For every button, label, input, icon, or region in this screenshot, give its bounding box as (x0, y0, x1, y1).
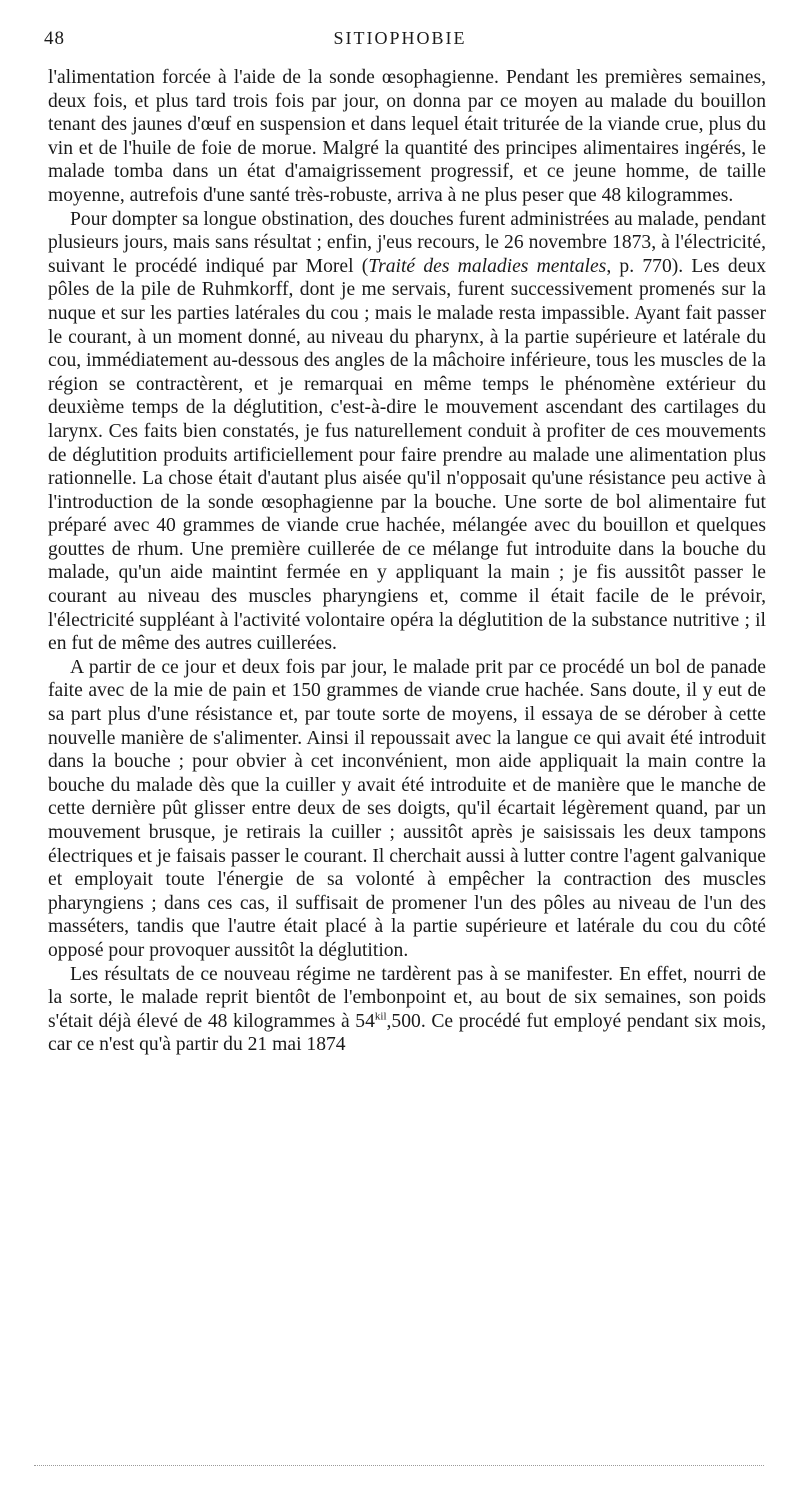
paragraph-4-text-b: ,500. Ce procédé fut employé pendant six mois, car ce n'est qu'à partir du 21 mai 1874 (48, 1010, 766, 1056)
footer-rule (34, 1465, 764, 1466)
page-number: 48 (44, 28, 65, 49)
paragraph-4 (48, 963, 766, 1057)
running-title: SITIOPHOBIE (333, 28, 467, 48)
paragraph-4-text-a: Les résultats de ce nouveau régime ne tardèrent pas à se manifester. En effet, nourri de la sorte, le malade reprit bientôt de l'embonpoint et, au bout de six semaines, son poids s'était déjà élevé de 48 kilogrammes à 54 (48, 963, 766, 1032)
paragraph-2 (48, 208, 766, 656)
unit-superscript: kil (374, 1010, 387, 1023)
paragraph-3: A partir de ce jour et deux fois par jour, le malade prit par ce procédé un bol de panade faite avec de la mie de pain et 150 grammes de viande crue hachée. Sans doute, il y eut de sa part plus d'une résistance et, par toute sorte de moyens, il essaya de se dérober à cette nouvelle manière de s'alimenter. Ainsi il repoussait avec la langue ce qui avait été introduit dans la bouche ; pour obvier à cet inconvénient, mon aide appliquait la main contre la bouche du malade dès que la cuiller y avait été introduite et de manière que le manche de cette dernière pût glisser entre deux de ses doigts, qu'il écartait légèrement quand, par un mouvement brusque, je retirais la cuiller ; aussitôt après je saisissais les deux tampons électriques et je faisais passer le courant. Il cherchait aussi à lutter contre l'agent galvanique et employait toute l'énergie de sa volonté à empêcher la contraction des muscles pharyngiens ; dans ces cas, il suffisait de promener l'un des pôles au niveau de l'un des masséters, tandis que l'autre était placé à la partie supérieure et latérale du cou du côté opposé pour provoquer aussitôt la déglutition. (48, 656, 766, 961)
paragraph-2-text-b: , p. 770). Les deux pôles de la pile de Ruhmkorff, dont je me servais, furent successivement promenés sur la nuque et sur les parties latérales du cou ; mais le malade resta impassible. Ayant fait passer le courant, à un moment donné, au niveau du pharynx, à la partie supérieure et latérale du cou, immédiatement au-dessous des angles de la mâchoire inférieure, tous les muscles de la région se contractèrent, et je remarquai en même temps le phénomène extérieur du deuxième temps de la déglutition, c'est-à-dire le mouvement ascendant des cartilages du larynx. Ces faits bien constatés, je fus naturellement conduit à profiter de ces mouvements de déglutition produits artificiellement pour faire prendre au malade une alimentation plus rationnelle. La chose était d'autant plus aisée qu'il n'opposait qu'une résistance peu active à l'introduction de la sonde œsophagienne par la bouche. Une sorte de bol alimentaire fut préparé avec 40 grammes de viande crue hachée, mélangée avec du bouillon et quelques gouttes de rhum. Une première cuillerée de ce mélange fut introduite dans la bouche du malade, qu'un aide maintint fermée en y appliquant la main ; je fis aussitôt passer le courant au niveau des muscles pharyngiens et, comme il était facile de le prévoir, l'électricité suppléant à l'activité volontaire opéra la déglutition de la substance nutritive ; il en fut de même des autres cuillerées. (48, 255, 766, 655)
running-head (34, 28, 766, 60)
book-page (34, 28, 766, 1057)
paragraph-1: l'alimentation forcée à l'aide de la sonde œsophagienne. Pendant les premières semaines, deux fois, et plus tard trois fois par jour, on donna par ce moyen au malade du bouillon tenant des jaunes d'œuf en suspension et dans lequel était triturée de la viande crue, plus du vin et de l'huile de foie de morue. Malgré la quantité des principes alimentaires ingérés, le malade tomba dans un état d'amaigrissement progressif, et ce jeune homme, de taille moyenne, autrefois d'une santé très-robuste, arriva à ne plus peser que 48 kilogrammes. (48, 67, 766, 206)
body-text (34, 66, 766, 1057)
paragraph-2-text-a: Pour dompter sa longue obstination, des douches furent administrées au malade, pendant plusieurs jours, mais sans résultat ; enfin, j'eus recours, le 26 novembre 1873, à l'électricité, suivant le procédé indiqué par Morel ( (48, 208, 766, 277)
book-title-citation: Traité des maladies mentales (368, 255, 607, 277)
